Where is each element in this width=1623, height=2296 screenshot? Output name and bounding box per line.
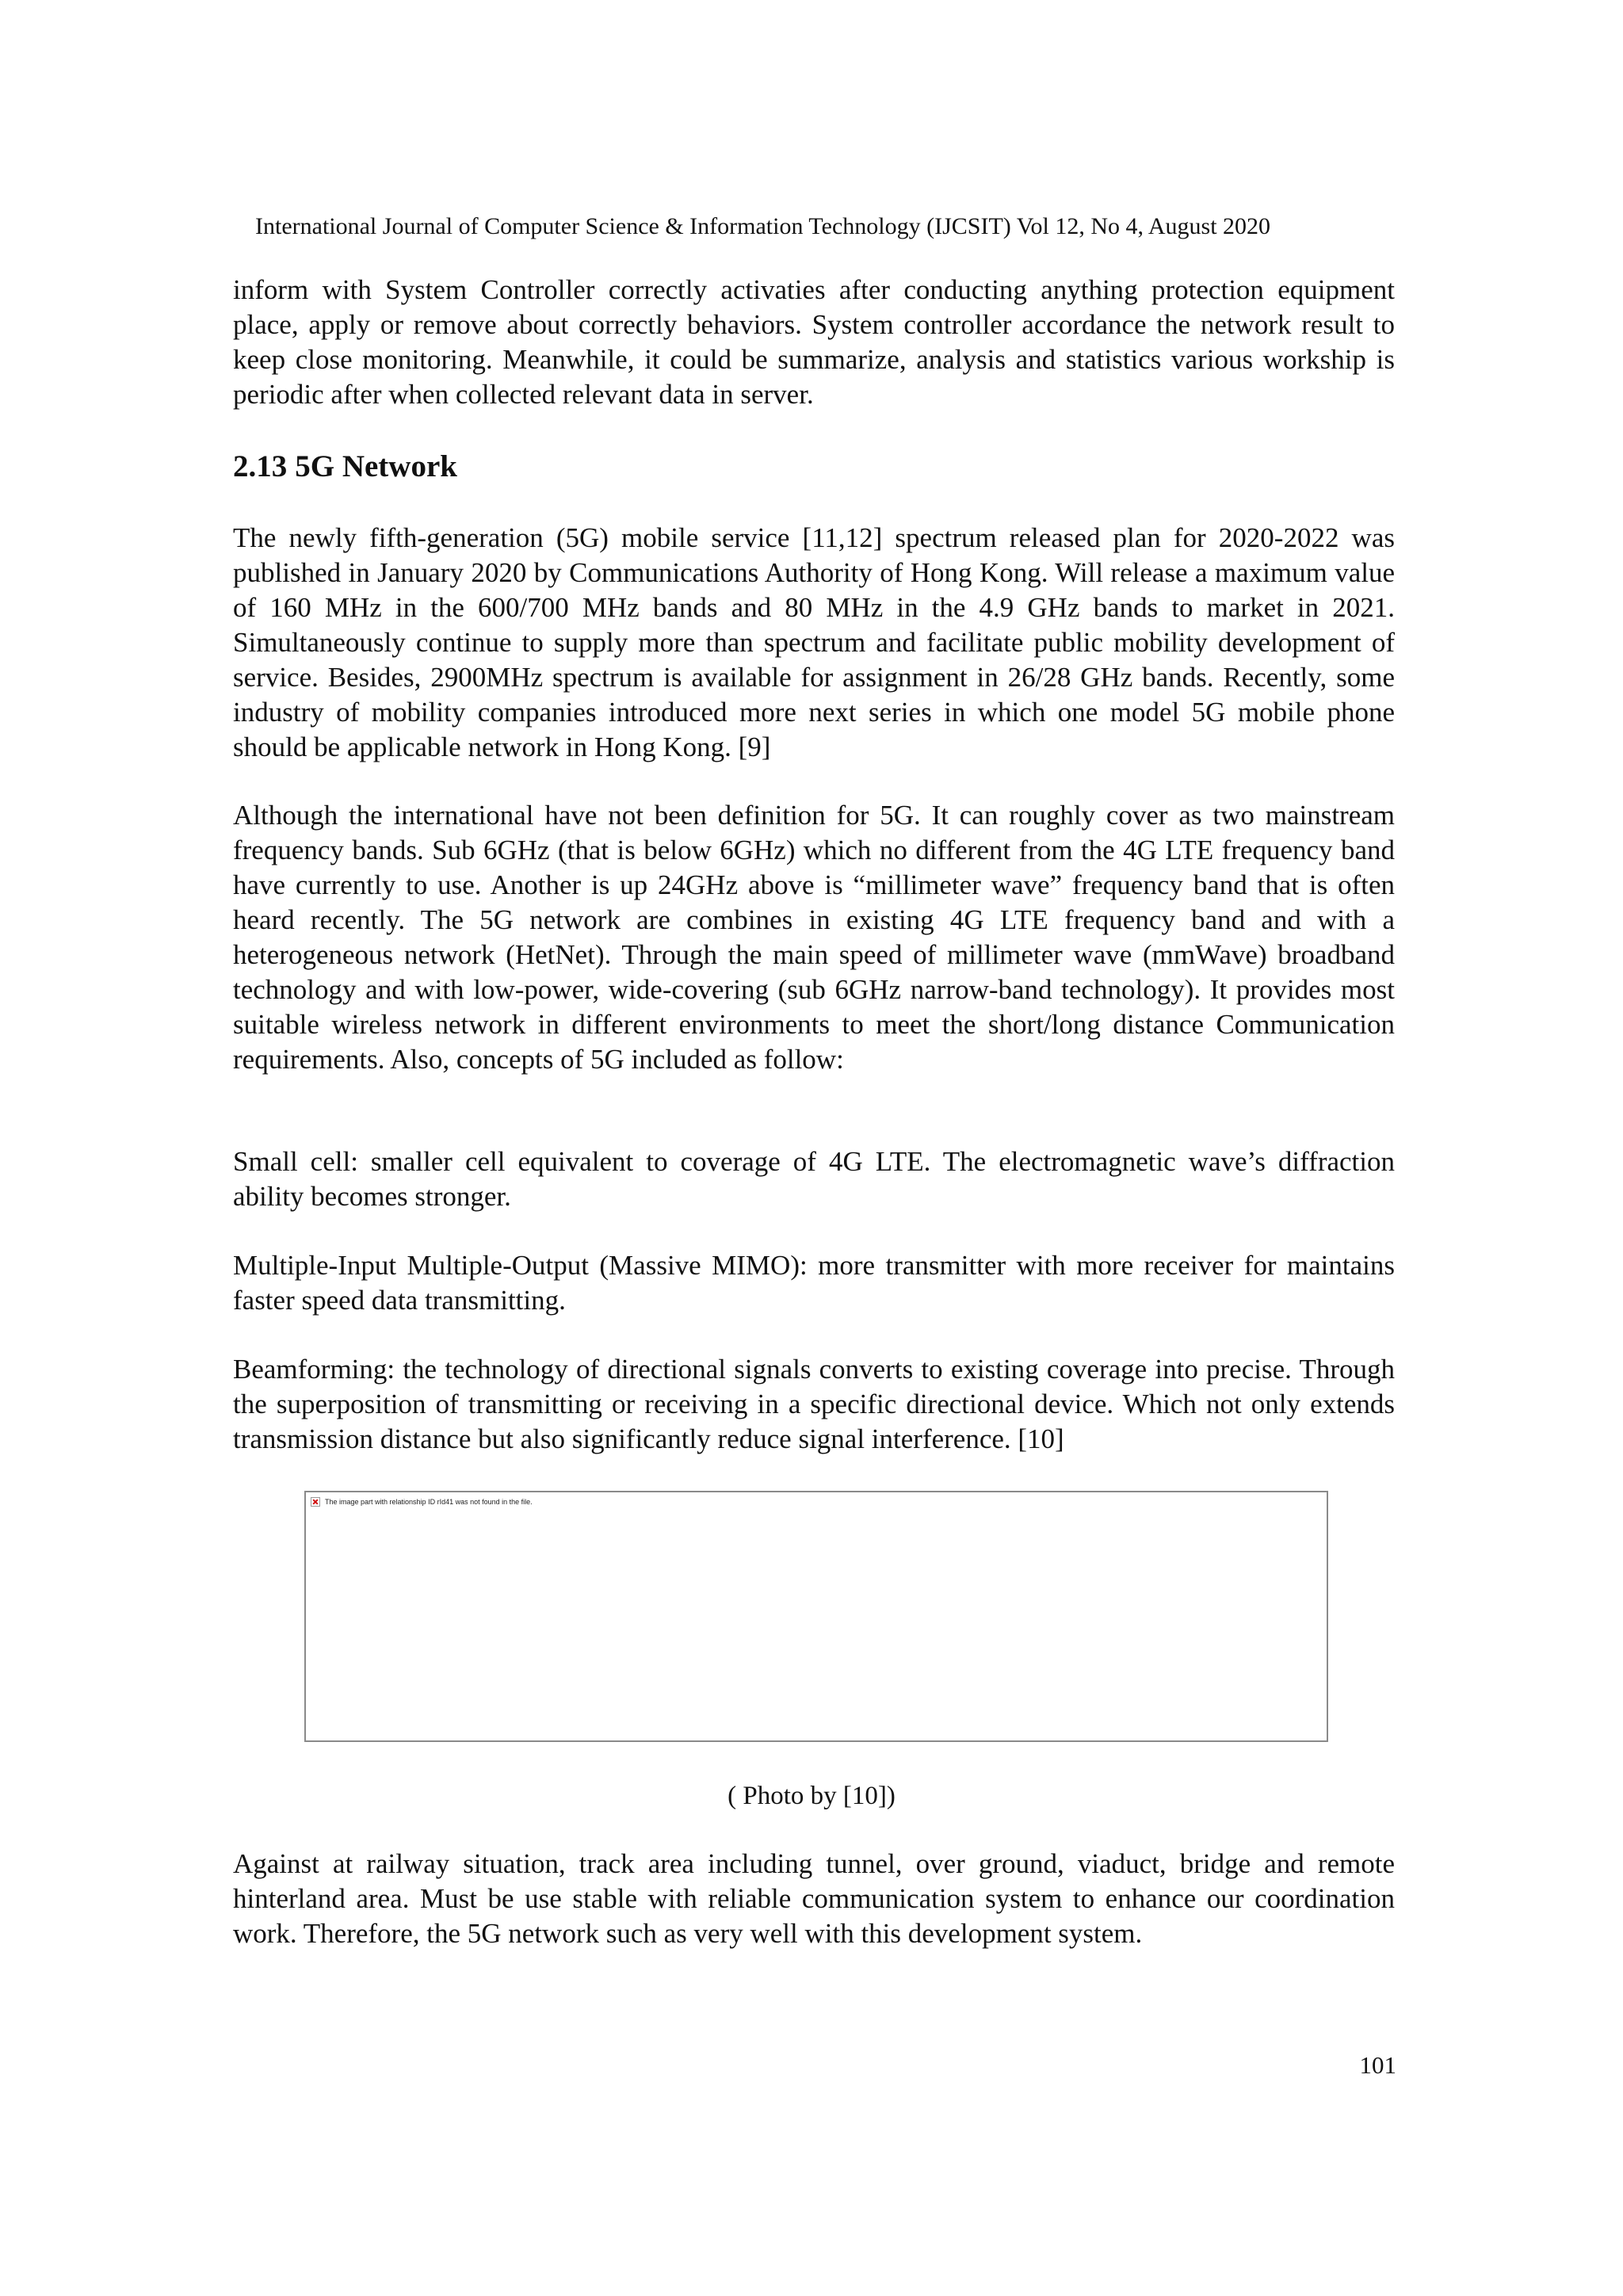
- broken-image-icon: [311, 1497, 320, 1507]
- paragraph-railway-situation: Against at railway situation, track area including tunnel, over ground, viaduct, bridge and remote hinterland area. Must be use stable with reliable communication system to enhance our coordination work. Therefore, the 5G network such as very well with this development system.: [233, 1848, 1395, 1949]
- missing-image-text: The image part with relationship ID rId41 was not found in the file.: [325, 1498, 533, 1506]
- paragraph-small-cell: Small cell: smaller cell equivalent to coverage of 4G LTE. The electromagnetic wave’s diffraction ability becomes stronger.: [233, 1146, 1395, 1212]
- paragraph-massive-mimo: Multiple-Input Multiple-Output (Massive MIMO): more transmitter with more receiver for maintains faster speed data transmitting.: [233, 1250, 1395, 1316]
- figure-caption: ( Photo by [10]): [727, 1782, 896, 1810]
- section-heading: [233, 448, 457, 486]
- paragraph-intro-continuation: inform with System Controller correctly activaties after conducting anything protection equipment place, apply or remove about correctly behaviors. System controller accordance the network result to keep close monitoring. Meanwhile, it could be summarize, analysis and statistics various workship is periodic after when collected relevant data in server.: [233, 274, 1395, 410]
- section-title: 5G Network: [295, 449, 457, 483]
- paragraph-beamforming: Beamforming: the technology of directional signals converts to existing coverage into precise. Through the superposition of transmitting or receiving in a specific directional device. Which not only extends transmission distance but also significantly reduce signal interference. [10]: [233, 1354, 1395, 1454]
- paragraph-spectrum-plan: The newly fifth-generation (5G) mobile service [11,12] spectrum released plan for 2020-2022 was published in January 2020 by Communications Authority of Hong Kong. Will release a maximum value of 160 MHz in the 600/700 MHz bands and 80 MHz in the 4.9 GHz bands to market in 2021. Simultaneously continue to supply more than spectrum and facilitate public mobility development of service. Besides, 2900MHz spectrum is available for assignment in 26/28 GHz bands. Recently, some industry of mobility companies introduced more next series in which one model 5G mobile phone should be applicable network in Hong Kong. [9]: [233, 522, 1395, 762]
- page-number: 101: [1359, 2051, 1396, 2079]
- figure-placeholder: [304, 1491, 1328, 1742]
- paragraph-frequency-bands: Although the international have not been definition for 5G. It can roughly cover as two mainstream frequency bands. Sub 6GHz (that is below 6GHz) which no different from the 4G LTE frequency band have currently to use. Another is up 24GHz above is “millimeter wave” frequency band that is often heard recently. The 5G network are combines in existing 4G LTE frequency band and with a heterogeneous network (HetNet). Through the main speed of millimeter wave (mmWave) broadband technology and with low-power, wide-covering (sub 6GHz narrow-band technology). It provides most suitable wireless network in different environments to meet the short/long distance Communication requirements. Also, concepts of 5G included as follow:: [233, 800, 1395, 1075]
- missing-image-notice: [311, 1497, 533, 1507]
- running-header: International Journal of Computer Science & Information Technology (IJCSIT) Vol 12, No 4, August 2020: [255, 213, 1271, 239]
- section-number: 2.13: [233, 449, 288, 483]
